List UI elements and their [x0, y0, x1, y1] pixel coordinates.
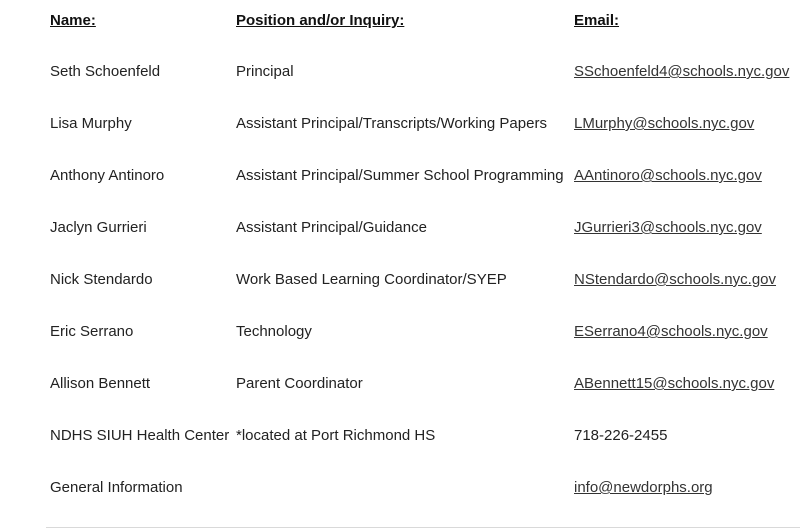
- contact-email-link[interactable]: ESerrano4@schools.nyc.gov: [574, 323, 768, 340]
- contact-email-link[interactable]: AAntinoro@schools.nyc.gov: [574, 167, 762, 184]
- contact-name: Seth Schoenfeld: [50, 63, 161, 80]
- contact-position: Assistant Principal/Summer School Programming: [236, 167, 564, 184]
- contact-name: Nick Stendardo: [50, 271, 153, 288]
- contact-position: Assistant Principal/Transcripts/Working Papers: [236, 115, 547, 132]
- bottom-divider: [46, 527, 800, 528]
- contact-email-link[interactable]: ABennett15@schools.nyc.gov: [574, 375, 775, 392]
- contact-row-summer-school: [50, 103, 800, 184]
- contact-name: Lisa Murphy: [50, 115, 132, 132]
- contact-email-link[interactable]: JGurrieri3@schools.nyc.gov: [574, 219, 762, 236]
- position-column-header: Position and/or Inquiry:: [236, 12, 405, 29]
- contact-name: Eric Serrano: [50, 323, 134, 340]
- contact-email-link[interactable]: LMurphy@schools.nyc.gov: [574, 115, 755, 132]
- contact-email-link[interactable]: info@newdorphs.org: [574, 479, 713, 496]
- contact-phone: 718-226-2455: [574, 427, 668, 444]
- contact-position: Parent Coordinator: [236, 375, 363, 392]
- contact-position: *located at Port Richmond HS: [236, 427, 436, 444]
- contact-row-guidance: [50, 155, 800, 236]
- contact-position: Work Based Learning Coordinator/SYEP: [236, 271, 507, 288]
- email-column-header: Email:: [574, 12, 620, 29]
- contact-position: Assistant Principal/Guidance: [236, 219, 427, 236]
- contact-row-general-information: [50, 415, 800, 496]
- contact-name: General Information: [50, 479, 183, 496]
- contact-name: NDHS SIUH Health Center: [50, 427, 230, 444]
- directory-rows: [50, 0, 800, 496]
- contact-name: Jaclyn Gurrieri: [50, 219, 147, 236]
- contact-name: Allison Bennett: [50, 375, 151, 392]
- contact-position: Principal: [236, 63, 294, 80]
- contact-position: Technology: [236, 323, 312, 340]
- staff-directory: [50, 0, 800, 496]
- contact-row-transcripts: [50, 51, 800, 132]
- contact-row-parent-coordinator: [50, 311, 800, 392]
- contact-row-health-center: [50, 363, 800, 444]
- contact-email-link[interactable]: NStendardo@schools.nyc.gov: [574, 271, 777, 288]
- contact-name: Anthony Antinoro: [50, 167, 165, 184]
- contact-email-link[interactable]: SSchoenfeld4@schools.nyc.gov: [574, 63, 790, 80]
- name-column-header: Name:: [50, 12, 96, 29]
- contact-row-principal: [50, 0, 800, 80]
- contact-row-work-based-learning: [50, 207, 800, 288]
- contact-row-technology: [50, 259, 800, 340]
